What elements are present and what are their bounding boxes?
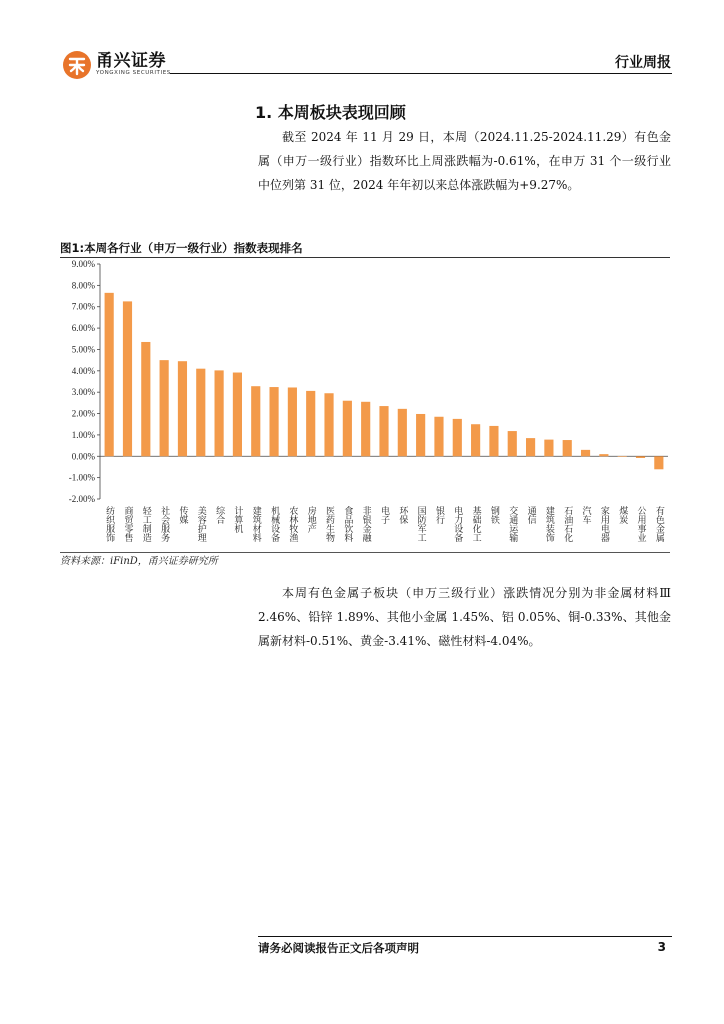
category-label: 电子 bbox=[379, 506, 389, 525]
category-label: 美容护理 bbox=[195, 506, 206, 543]
logo-name: 甬兴证券 bbox=[96, 51, 166, 72]
footer-disclaimer: 请务必阅读报告正文后各项声明 bbox=[258, 941, 419, 955]
y-tick-label: 2.00% bbox=[71, 408, 95, 419]
bar bbox=[215, 370, 224, 456]
header-rule bbox=[170, 73, 672, 74]
bar bbox=[544, 440, 553, 457]
bar bbox=[269, 387, 278, 456]
bar bbox=[361, 402, 370, 456]
category-label: 煤炭 bbox=[617, 506, 628, 525]
figure-source: 资料来源：iFinD，甬兴证券研究所 bbox=[60, 556, 218, 567]
section-title: 1. 本周板块表现回顾 bbox=[255, 103, 406, 122]
bar bbox=[343, 401, 352, 457]
category-label: 农林牧渔 bbox=[287, 506, 298, 543]
bar bbox=[251, 386, 260, 456]
bar bbox=[178, 361, 187, 456]
category-label: 通信 bbox=[525, 506, 536, 525]
bar bbox=[306, 391, 315, 456]
subsector-paragraph: 本周有色金属子板块（申万三级行业）涨跌情况分别为非金属材料Ⅲ 2.46%、铅锌 1.89%、其他小金属 1.45%、铝 0.05%、铜-0.33%、其他金属新材料-0.51%、黄金-3.41%、磁性材料-4.04%。 bbox=[258, 586, 671, 648]
bar bbox=[324, 393, 333, 456]
industry-ranking-bar-chart bbox=[58, 258, 670, 552]
page-number: 3 bbox=[657, 940, 666, 954]
y-tick-label: 4.00% bbox=[71, 365, 95, 376]
bar bbox=[526, 438, 535, 456]
bar bbox=[654, 456, 663, 469]
company-logo bbox=[62, 50, 171, 80]
category-label: 轻工制造 bbox=[140, 506, 151, 543]
category-label: 石油石化 bbox=[562, 506, 573, 543]
y-tick-label: 1.00% bbox=[71, 429, 95, 440]
y-tick-label: 6.00% bbox=[71, 323, 95, 334]
category-label: 建筑材料 bbox=[250, 506, 261, 543]
y-tick-label: 3.00% bbox=[71, 387, 95, 398]
logo-english-name: YONGXING SECURITIES bbox=[96, 70, 171, 77]
category-label: 计算机 bbox=[232, 506, 243, 534]
bar bbox=[599, 454, 608, 456]
bar bbox=[508, 431, 517, 456]
category-label: 医药生物 bbox=[324, 506, 335, 543]
bar bbox=[489, 426, 498, 456]
category-label: 有色金属 bbox=[653, 506, 664, 543]
bar bbox=[379, 406, 388, 456]
y-tick-label: -1.00% bbox=[68, 472, 95, 483]
bar bbox=[123, 301, 132, 456]
category-label: 钢铁 bbox=[488, 506, 499, 525]
bar bbox=[398, 409, 407, 456]
category-label: 商贸零售 bbox=[122, 506, 133, 543]
category-label: 银行 bbox=[433, 506, 444, 525]
category-label: 社会服务 bbox=[159, 506, 170, 543]
document-type: 行业周报 bbox=[615, 55, 671, 71]
category-label: 建筑装饰 bbox=[543, 506, 554, 543]
bar bbox=[160, 360, 169, 456]
category-label: 公用事业 bbox=[635, 506, 646, 543]
bar bbox=[233, 373, 242, 457]
bar bbox=[416, 414, 425, 456]
category-label: 食品饮料 bbox=[342, 506, 353, 543]
bar bbox=[434, 417, 443, 457]
category-label: 电力设备 bbox=[452, 506, 463, 543]
category-label: 机械设备 bbox=[269, 506, 280, 543]
bar bbox=[581, 450, 590, 456]
category-label: 交通运输 bbox=[507, 506, 518, 543]
bar bbox=[196, 369, 205, 457]
category-label: 非银金融 bbox=[360, 506, 371, 543]
category-label: 传媒 bbox=[177, 506, 188, 525]
y-tick-label: -2.00% bbox=[68, 494, 95, 504]
figure-title: 图1:本周各行业（申万一级行业）指数表现排名 bbox=[60, 241, 303, 255]
bar bbox=[618, 456, 627, 457]
bar bbox=[288, 387, 297, 456]
bar bbox=[563, 440, 572, 456]
category-label: 房地产 bbox=[305, 506, 316, 534]
category-label: 基础化工 bbox=[470, 506, 481, 543]
bar bbox=[105, 293, 114, 456]
y-tick-label: 5.00% bbox=[71, 344, 95, 355]
logo-mark-icon bbox=[62, 50, 92, 80]
category-label: 国防军工 bbox=[415, 506, 426, 543]
summary-paragraph: 截至 2024 年 11 月 29 日，本周（2024.11.25-2024.11.29）有色金属（申万一级行业）指数环比上周涨跌幅为-0.61%，在申万 31 个一级行业中位列第 31 位，2024 年年初以来总体涨跌幅为+9.27%。 bbox=[258, 130, 671, 192]
category-label: 环保 bbox=[397, 506, 408, 525]
category-label: 汽车 bbox=[580, 506, 591, 525]
bar bbox=[141, 342, 150, 456]
y-tick-label: 8.00% bbox=[71, 280, 95, 291]
footer-rule bbox=[258, 936, 672, 937]
category-label: 纺织服饰 bbox=[104, 506, 115, 543]
y-tick-label: 7.00% bbox=[71, 301, 95, 312]
category-label: 综合 bbox=[214, 506, 225, 525]
y-tick-label: 0.00% bbox=[71, 451, 95, 462]
bar bbox=[471, 424, 480, 456]
bar bbox=[453, 419, 462, 456]
y-tick-label: 9.00% bbox=[71, 259, 95, 269]
category-label: 家用电器 bbox=[598, 506, 609, 543]
bar bbox=[636, 456, 645, 458]
